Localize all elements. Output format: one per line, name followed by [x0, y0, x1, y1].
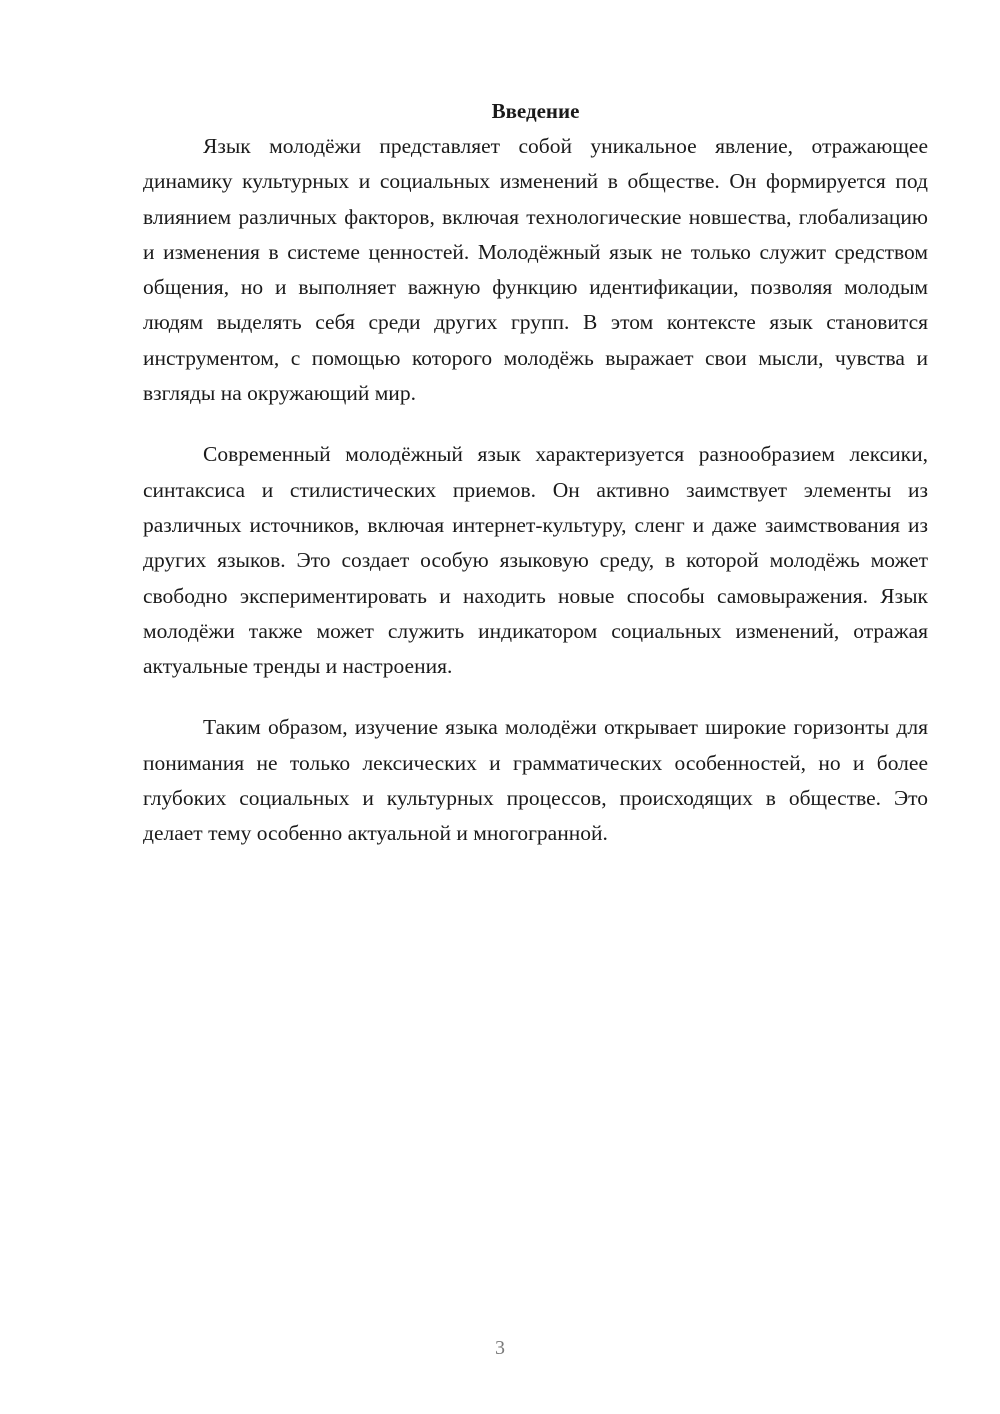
page-number: 3: [495, 1337, 505, 1359]
paragraph-2: Современный молодёжный язык характеризуется разнообразием лексики, синтаксиса и стилистических приемов. Он активно заимствует элементы из различных источников, включая интернет-культуру, сленг и даже заимствования из других языков. Это создает особую языковую среду, в которой молодёжь может свободно экспериментировать и находить новые способы самовыражения. Язык молодёжи также может служить индикатором социальных изменений, отражая актуальные тренды и настроения.: [143, 442, 928, 679]
page-content: [143, 94, 928, 852]
paragraph-3: Таким образом, изучение языка молодёжи открывает широкие горизонты для понимания не только лексических и грамматических особенностей, но и более глубоких социальных и культурных процессов, происходящих в обществе. Это делает тему особенно актуальной и многогранной.: [143, 715, 928, 846]
paragraph-1: Язык молодёжи представляет собой уникальное явление, отражающее динамику культурных и социальных изменений в обществе. Он формируется под влиянием различных факторов, включая технологические новшества, глобализацию и изменения в системе ценностей. Молодёжный язык не только служит средством общения, но и выполняет важную функцию идентификации, позволяя молодым людям выделять себя среди других групп. В этом контексте язык становится инструментом, с помощью которого молодёжь выражает свои мысли, чувства и взгляды на окружающий мир.: [143, 134, 928, 406]
section-heading: Введение: [491, 99, 580, 123]
